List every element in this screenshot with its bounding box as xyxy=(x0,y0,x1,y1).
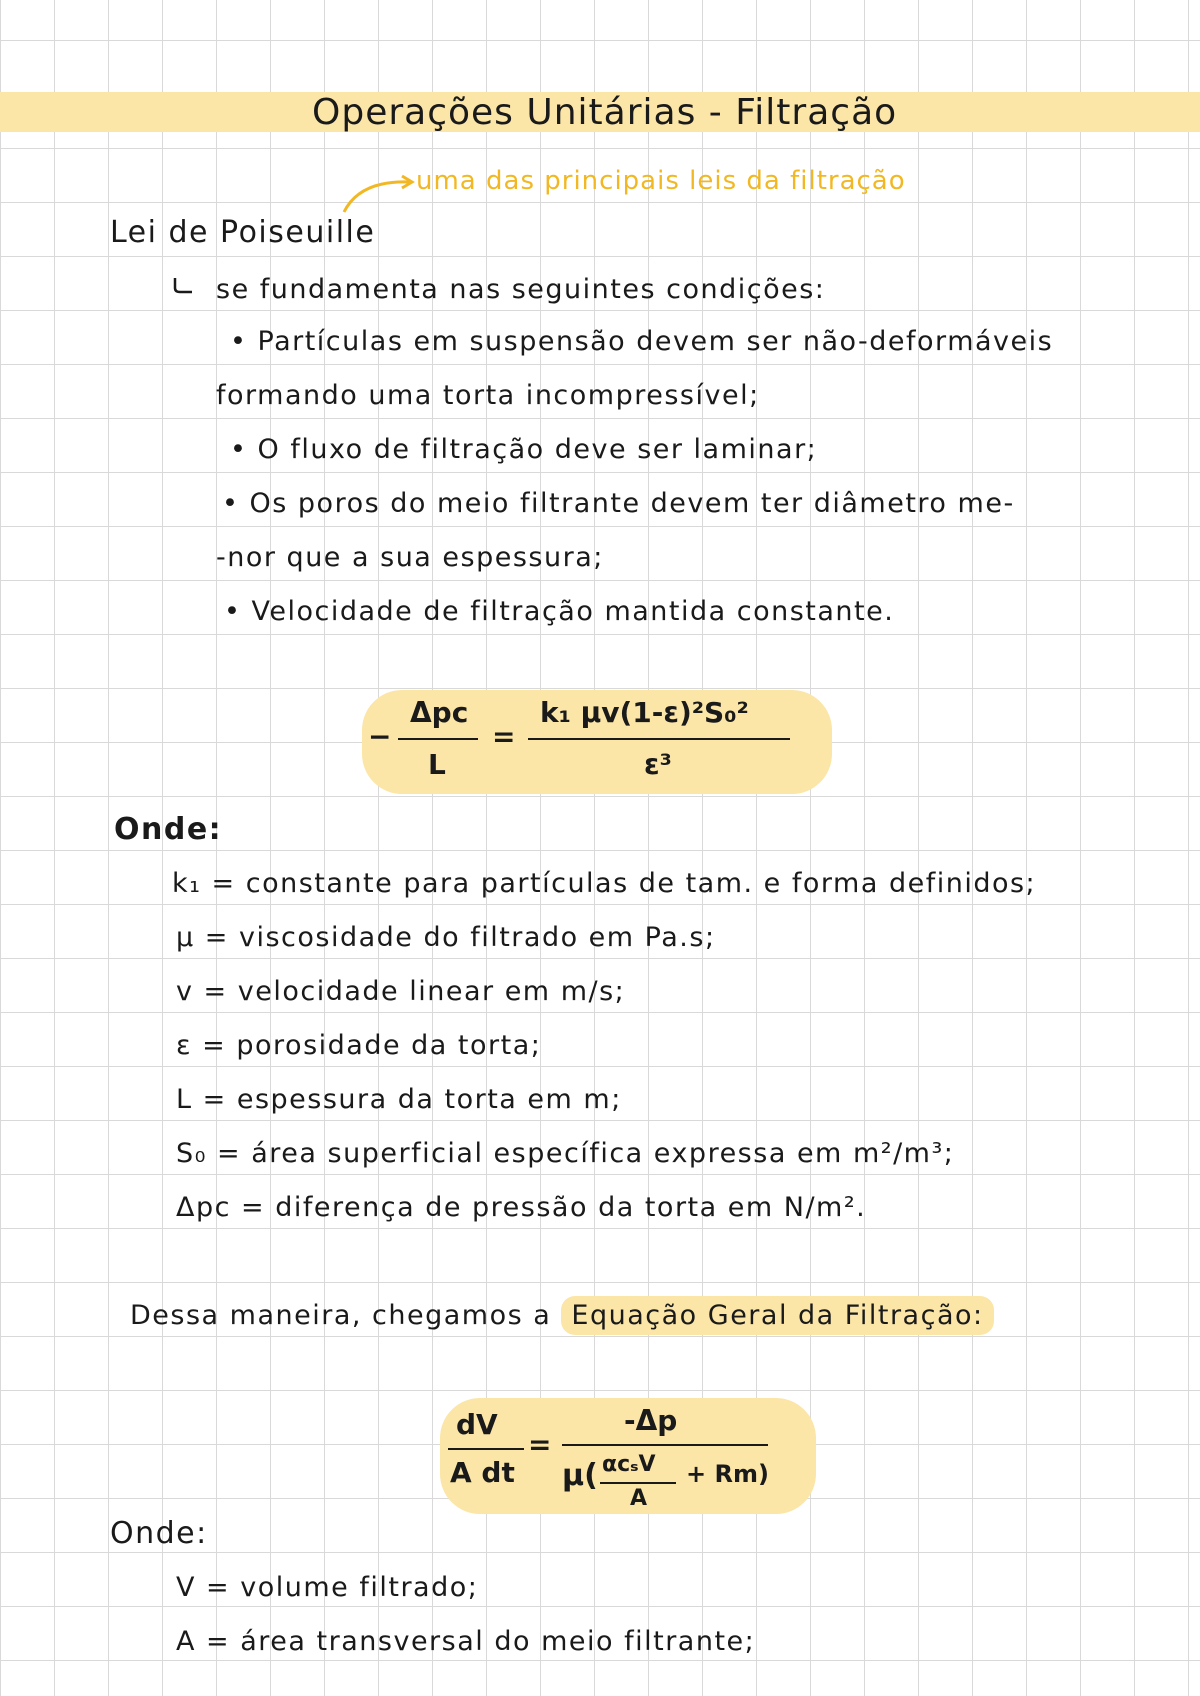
section-heading-law: Lei de Poiseuille xyxy=(110,215,376,250)
formula1-frac-line-right xyxy=(528,738,790,740)
definition-line: v = velocidade linear em m/s; xyxy=(176,976,626,1007)
formula2-mu: μ( xyxy=(562,1458,598,1493)
definition-line: V = volume filtrado; xyxy=(176,1572,479,1603)
onde-heading: Onde: xyxy=(114,812,223,847)
condition-line: -nor que a sua espessura; xyxy=(216,542,604,573)
definition-line: A = área transversal do meio filtrante; xyxy=(176,1626,756,1657)
condition-line: • Partículas em suspensão devem ser não-deformáveis xyxy=(230,326,1054,357)
page-title: Operações Unitárias - Filtração xyxy=(312,92,898,133)
condition-line: • Velocidade de filtração mantida constante. xyxy=(224,596,895,627)
definition-line: ε = porosidade da torta; xyxy=(176,1030,542,1061)
formula2-inner-frac-line xyxy=(600,1482,676,1484)
formula1-num-right: k₁ μv(1-ε)²S₀² xyxy=(540,696,749,729)
condition-line: formando uma torta incompressível; xyxy=(216,380,760,411)
definition-line: k₁ = constante para partículas de tam. e forma definidos; xyxy=(172,868,1037,899)
definition-line: Δpc = diferença de pressão da torta em N/m². xyxy=(176,1192,867,1223)
formula2-equals: = xyxy=(528,1428,552,1461)
formula2-inner-den: A xyxy=(630,1486,648,1511)
onde-heading-2: Onde: xyxy=(110,1516,208,1551)
formula2-num-right: -Δp xyxy=(624,1404,678,1437)
formula1-den-left: L xyxy=(428,748,446,781)
conclusion-highlight: Equação Geral da Filtração: xyxy=(561,1296,993,1335)
annotation-arrow-icon xyxy=(340,172,420,216)
formula1-equals: = xyxy=(492,720,516,753)
formula2-frac-line-right xyxy=(562,1444,768,1446)
formula1-minus: − xyxy=(368,720,392,753)
sub-arrow-icon xyxy=(172,276,196,296)
definition-line: S₀ = área superficial específica expressa em m²/m³; xyxy=(176,1138,955,1169)
conclusion-line xyxy=(130,1300,994,1331)
condition-line: • Os poros do meio filtrante devem ter diâmetro me- xyxy=(222,488,1015,519)
definition-line: μ = viscosidade do filtrado em Pa.s; xyxy=(176,922,716,953)
formula1-den-right: ε³ xyxy=(644,748,672,781)
formula2-num-left: dV xyxy=(456,1408,498,1441)
formula1-num-left: Δpc xyxy=(410,696,469,729)
conclusion-prefix: Dessa maneira, chegamos a xyxy=(130,1300,552,1331)
formula1-frac-line-left xyxy=(398,738,478,740)
conditions-intro: se fundamenta nas seguintes condições: xyxy=(216,274,826,305)
definition-line: L = espessura da torta em m; xyxy=(176,1084,622,1115)
formula2-tail: + Rm) xyxy=(686,1460,769,1488)
formula2-inner-num: αcₛV xyxy=(602,1452,656,1477)
formula2-den-left: A dt xyxy=(450,1456,515,1489)
condition-line: • O fluxo de filtração deve ser laminar; xyxy=(230,434,818,465)
annotation-note: uma das principais leis da filtração xyxy=(416,166,906,196)
formula2-frac-line-left xyxy=(448,1448,524,1450)
